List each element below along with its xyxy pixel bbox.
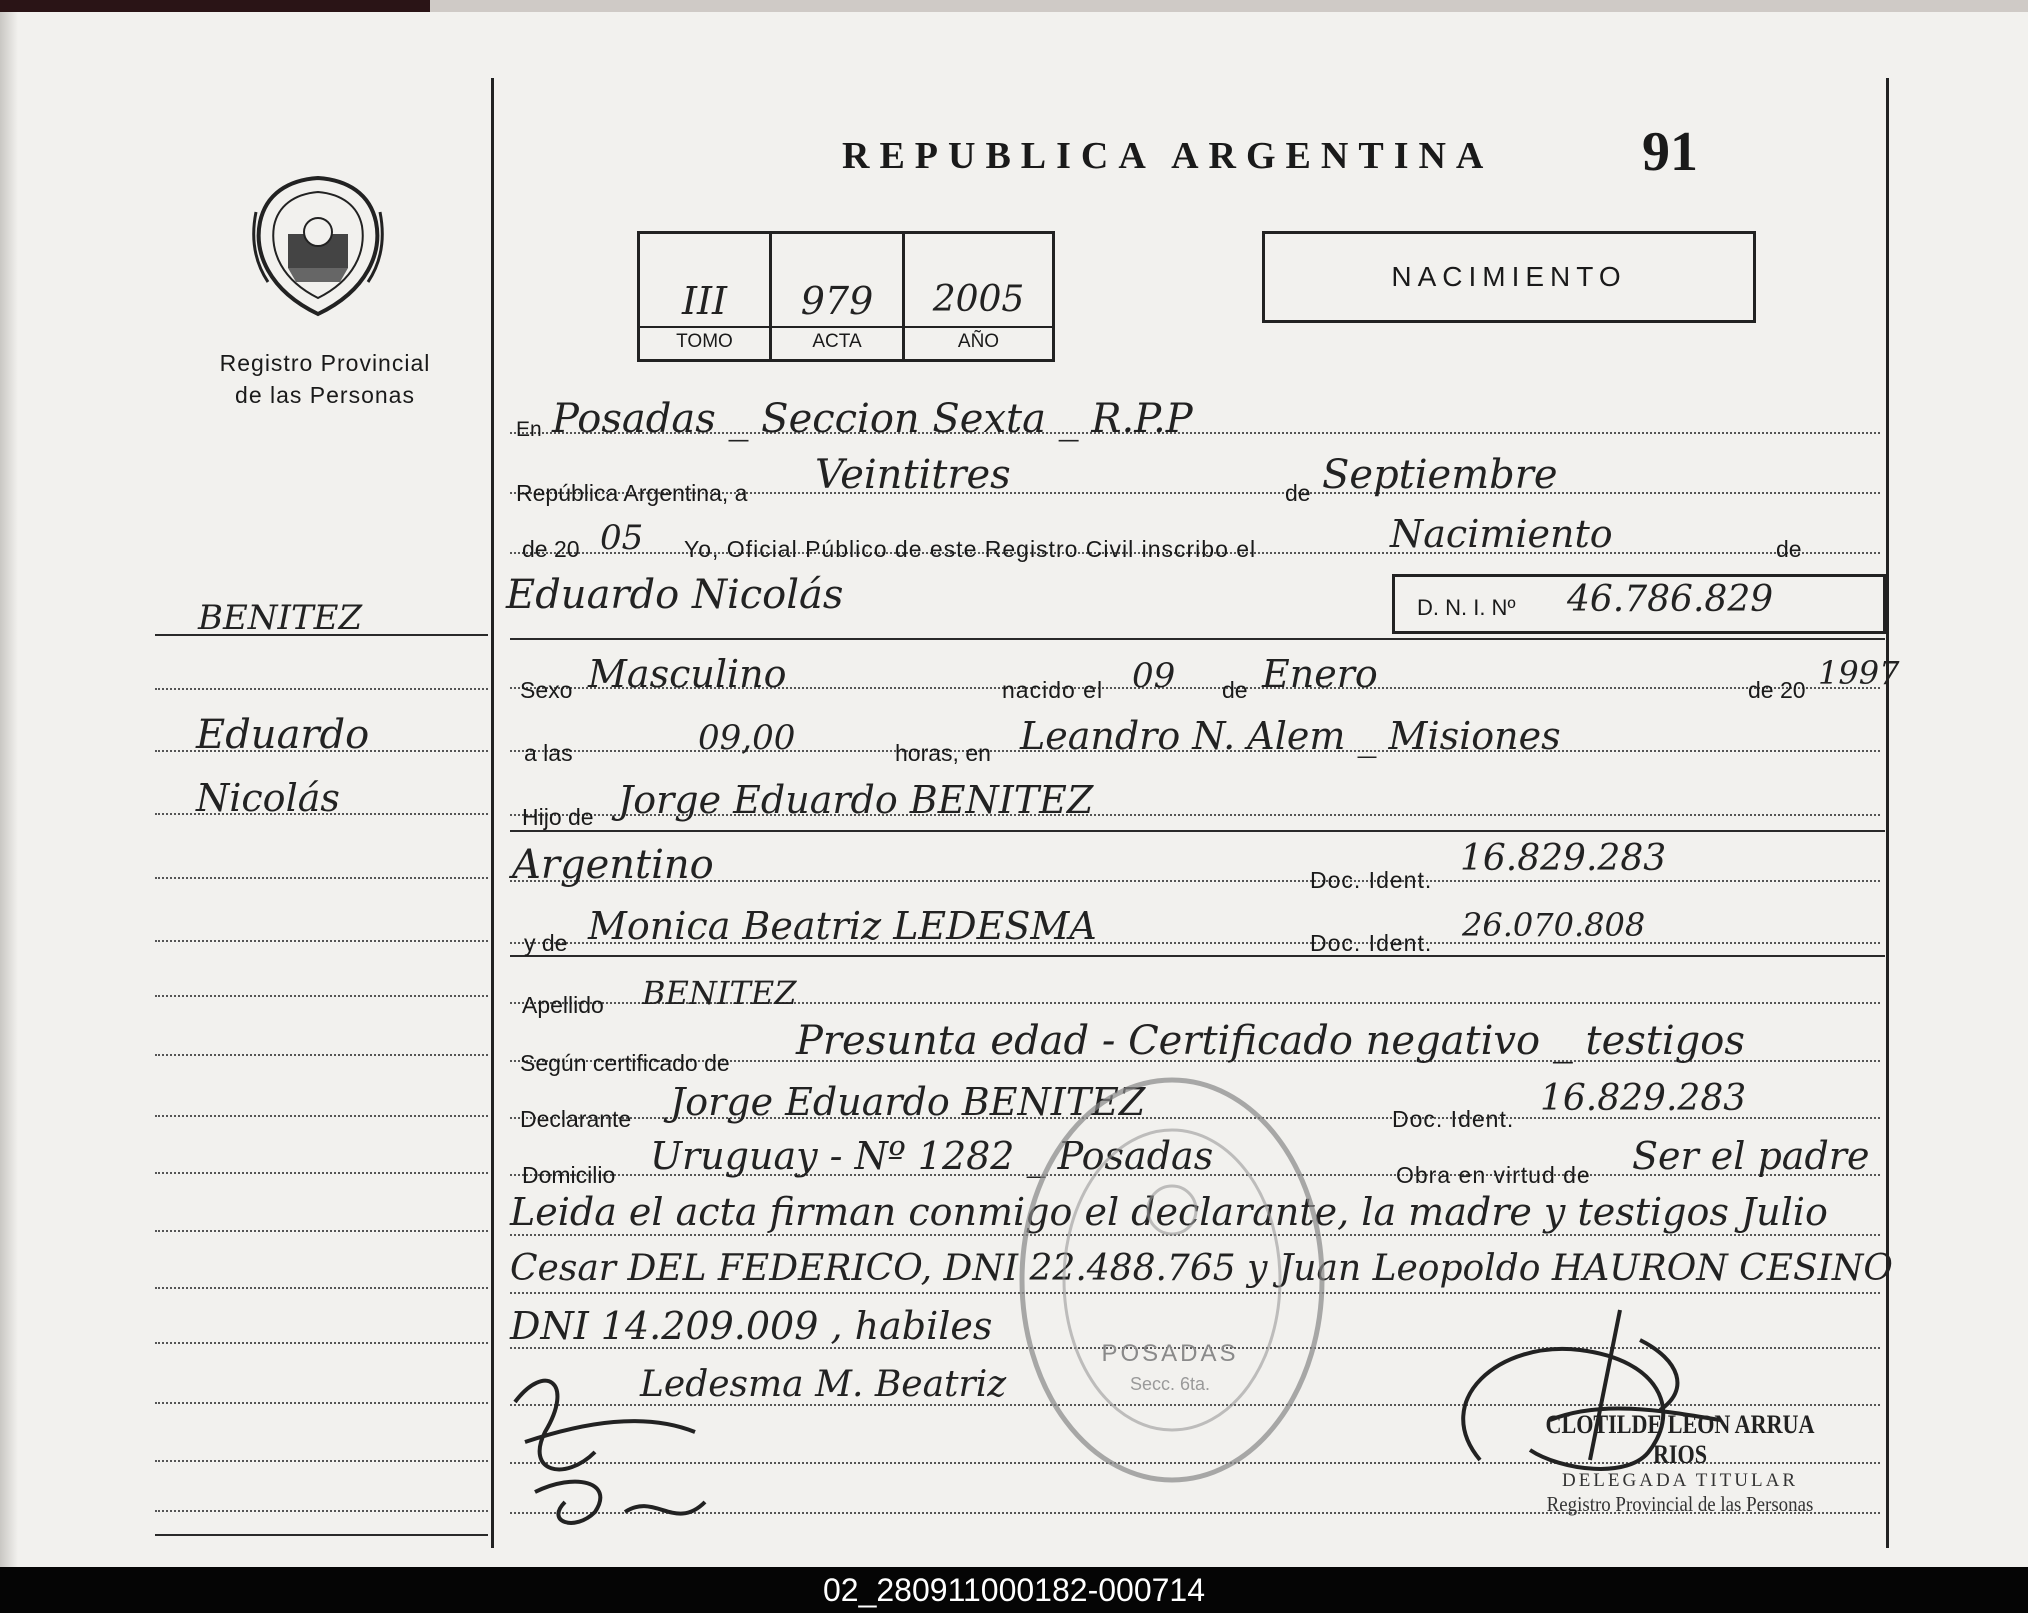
- obra-label: Obra en virtud de: [1396, 1162, 1591, 1188]
- sexo-label: Sexo: [520, 677, 573, 703]
- padre-value: Jorge Eduardo BENITEZ: [618, 778, 1094, 822]
- nombre-value: Eduardo Nicolás: [506, 572, 844, 618]
- binding-shadow: [0, 12, 18, 1567]
- stamp-name: CLOTILDE LEON ARRUA RIOS: [1545, 1410, 1815, 1469]
- act-type: NACIMIENTO: [1391, 261, 1627, 292]
- tomo-label: TOMO: [676, 331, 733, 352]
- horas-label: horas, en: [895, 740, 991, 766]
- segun-value: Presunta edad - Certificado negativo _ testigos: [796, 1018, 1745, 1064]
- segun-label: Según certificado de: [520, 1050, 730, 1076]
- de20-label: de 20: [1748, 677, 1806, 703]
- margin-given2: Nicolás: [196, 776, 340, 820]
- ano-label: AÑO: [957, 331, 1000, 352]
- declarante-doc: 16.829.283: [1540, 1078, 1747, 1119]
- right-rule: [1886, 78, 1889, 1548]
- dni-value: 46.786.829: [1567, 579, 1774, 620]
- de2-label: de: [1776, 536, 1802, 562]
- acta-value: 979: [800, 279, 874, 323]
- ano-value: 2005: [932, 279, 1025, 320]
- certificate-paper: [0, 12, 2028, 1567]
- record-box: [637, 231, 1055, 362]
- nacido-dia: 09: [1132, 656, 1176, 696]
- nacido-anio: 1997: [1818, 654, 1900, 692]
- margin-rule: [491, 78, 494, 1548]
- acta-label: ACTA: [812, 331, 862, 352]
- en-label: En: [516, 418, 542, 441]
- observaciones-line3: DNI 14.209.009 , habiles: [510, 1304, 993, 1348]
- de-label: de: [1285, 480, 1311, 506]
- official-seal-icon: [1012, 1070, 1332, 1490]
- madre-doc: 26.070.808: [1462, 906, 1646, 944]
- mes-value: Septiembre: [1322, 452, 1558, 498]
- padre-nacionalidad: Argentino: [512, 842, 714, 888]
- seal-section: Secc. 6ta.: [1129, 1374, 1211, 1394]
- domicilio-value: Uruguay - Nº 1282 _ Posadas: [650, 1134, 1214, 1178]
- margin-surname: BENITEZ: [198, 598, 363, 638]
- alas-label: a las: [524, 740, 573, 766]
- doc-ident-label-madre: Doc. Ident.: [1310, 930, 1433, 956]
- country-title: REPUBLICA ARGENTINA: [842, 135, 1494, 177]
- declarante-label: Declarante: [520, 1106, 632, 1132]
- margin-given1: Eduardo: [196, 712, 370, 758]
- registry-name-line2: de las Personas: [235, 382, 415, 408]
- apellido-value: BENITEZ: [642, 974, 797, 1012]
- madre-value: Monica Beatriz LEDESMA: [588, 904, 1097, 948]
- lugar-inscripcion: Posadas _ Seccion Sexta _ R.P.P: [552, 396, 1193, 442]
- act-type-box: [1262, 231, 1756, 323]
- nacido-label: nacido el: [1002, 677, 1104, 703]
- stamp-title: DELEGADA TITULAR: [1561, 1470, 1799, 1491]
- image-caption: 02_280911000182-000714: [0, 1567, 2028, 1613]
- de3-label: de: [1222, 677, 1248, 703]
- padre-doc: 16.829.283: [1460, 838, 1667, 879]
- doc-ident-label-declarante: Doc. Ident.: [1392, 1106, 1515, 1132]
- province-emblem-icon: [248, 172, 388, 322]
- nacido-mes: Enero: [1262, 652, 1378, 696]
- yo-text: Yo, Oficial Público de este Registro Civil inscribo el: [684, 536, 1257, 562]
- domicilio-label: Domicilio: [522, 1162, 616, 1188]
- observaciones-line1: Leida el acta firman conmigo el declarante, la madre y testigos Julio: [510, 1190, 1828, 1234]
- inscribo-value: Nacimiento: [1390, 512, 1613, 556]
- stamp-org: Registro Provincial de las Personas: [1546, 1492, 1814, 1516]
- page-number: 91: [1642, 121, 1698, 183]
- tomo-value: III: [681, 279, 728, 323]
- obra-value: Ser el padre: [1632, 1134, 1870, 1178]
- doc-ident-label-padre: Doc. Ident.: [1310, 867, 1433, 893]
- observaciones-line2: Cesar DEL FEDERICO, DNI 22.488.765 y Juan Leopoldo HAURON CESINO: [510, 1248, 1893, 1289]
- hijo-label: Hijo de: [522, 804, 594, 830]
- signature-madre: Ledesma M. Beatriz: [640, 1364, 1007, 1405]
- yde-label: y de: [524, 930, 568, 956]
- seal-city: POSADAS: [1101, 1340, 1239, 1367]
- apellido-label: Apellido: [522, 992, 604, 1018]
- sexo-value: Masculino: [588, 652, 787, 696]
- registry-name-line1: Registro Provincial: [219, 350, 431, 376]
- year-value: 05: [600, 518, 644, 558]
- year-label: de 20: [522, 536, 580, 562]
- dia-value: Veintitres: [815, 452, 1011, 498]
- republica-label: República Argentina, a: [516, 480, 748, 506]
- declarante-value: Jorge Eduardo BENITEZ: [670, 1080, 1146, 1124]
- dni-box: [1392, 574, 1886, 634]
- hora-value: 09,00: [698, 718, 796, 758]
- lugar-nacimiento: Leandro N. Alem _ Misiones: [1020, 714, 1561, 758]
- dni-label: D. N. I. Nº: [1417, 595, 1516, 620]
